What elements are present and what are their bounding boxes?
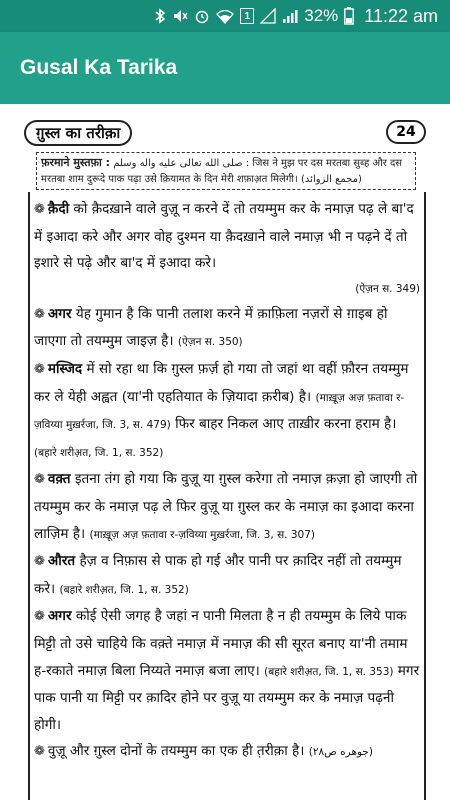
paragraph-lead: वक़्त [47, 471, 71, 488]
paragraph-ref: (جوهره ص٢٨) [308, 746, 374, 759]
intro-title: फ़रमाने मुस्तफ़ा : [41, 156, 111, 169]
paragraph-tail: मगर पाक पानी या मिट्टी पर क़ादिर होने पर वुज़ू या तयम्मुम कर के नमाज़ पढ़नी होगी। [34, 662, 420, 733]
paragraph-lead: मस्जिद [47, 360, 83, 377]
signal-empty-icon [260, 8, 276, 24]
flower-bullet-icon: ❁ [34, 306, 45, 322]
app-title: Gusal Ka Tarika [20, 56, 178, 79]
intro-ref: (مجمع الزوائد) [301, 174, 362, 185]
paragraph-lead: औरत [47, 553, 76, 570]
alarm-icon [194, 8, 210, 24]
battery-icon [344, 7, 354, 25]
intro-text: : जिस ने मुझ पर दस मरतबा सुब्ह और दस मरतबा शाम दुरूदे पाक पढ़ा उसे क़ियामत के दिन मेरी शफ़ाअ़त मिलेगी। [41, 158, 403, 185]
wifi-icon [216, 8, 234, 24]
intro-arabic: صلى الله تعالى عليه واله وسلم [113, 158, 243, 169]
book-page[interactable] [0, 104, 450, 800]
flower-bullet-icon: ❁ [34, 744, 45, 760]
paragraph-text: वुज़ू और ग़ुस्ल दोनों के तयम्मुम का एक ही त़रीक़ा है। [47, 743, 305, 760]
paragraph-ref: (ऐज़न स. 350) [177, 336, 243, 349]
paragraph-text: येह गुमान है कि पानी तलाश करने में क़ाफ़िला नज़रों से ग़ाइब हो जाएगा तो तयम्मुम जाइज़ है। [34, 305, 388, 350]
page-heading: ग़ुस्ल का तरीक़ा [24, 120, 132, 146]
paragraph-text: को क़ैदख़ाने वाले वुज़ू न करने दें तो तयम्मुम कर के नमाज़ पढ़ ले बा'द में इआदा करे और अगर वोह दुश्मन या क़ैदख़ाने वाले नमाज़ भी न पढ़ने दें तो इशारे से पढ़े और बा'द में इआदा करे। [34, 201, 414, 272]
app-bar [0, 32, 450, 104]
status-bar [0, 0, 450, 32]
paragraph-ref: (ऐज़न स. 349) [355, 282, 420, 295]
page-content [34, 196, 420, 766]
paragraph-text: में सो रहा था कि ग़ुस्ल फ़र्ज़ हो गया तो जहां था वहीं फ़ौरन तयम्मुम कर ले येही अह्वत (या'नी एहतियात के ज़ियादा क़रीब) है। [34, 360, 409, 405]
page-border-left [28, 192, 30, 800]
flower-bullet-icon: ❁ [34, 609, 45, 625]
bluetooth-icon [154, 8, 166, 24]
page-number: 24 [386, 120, 426, 144]
sim-1-icon: 1 [240, 8, 254, 24]
paragraph-same-method [34, 738, 420, 766]
paragraph-ref-2: (बहारे शरीअ़त, जि. 1, स. 352) [34, 446, 164, 459]
page-border-right [424, 192, 426, 800]
paragraph-no-water [34, 603, 420, 738]
signal-icon [282, 8, 298, 24]
paragraph-tail: फिर बाहर निकल आए ताख़ीर करना हराम है। [170, 416, 397, 433]
flower-bullet-icon: ❁ [34, 361, 45, 377]
mute-icon [172, 8, 188, 24]
flower-bullet-icon: ❁ [34, 554, 45, 570]
paragraph-lead: अगर [47, 608, 72, 625]
paragraph-mosque [34, 356, 420, 466]
paragraph-ref: (माख़ूज़ अज़ फ़तावा र-ज़विय्या मुख़र्रजा, जि. 3, स. 307) [89, 528, 315, 541]
paragraph-text: कोई ऐसी जगह है जहां न पानी मिलता है न ही तयम्मुम के लिये पाक मिट्टी तो उसे चाहिये कि वक़्ते नमाज़ में नमाज़ की सी सूरत बनाए या'नी तमाम ह-रकाते नमाज़ बिला निय्यते नमाज़ बजा लाए। [34, 608, 408, 679]
paragraph-ref: (बहारे शरीअ़त, जि. 1, स. 352) [59, 583, 189, 596]
paragraph-woman [34, 548, 420, 603]
paragraph-text: इतना तंग हो गया कि वुज़ू या ग़ुस्ल करेगा तो नमाज़ क़ज़ा हो जाएगी तो तयम्मुम कर के नमाज़ पढ़ ले फिर वुज़ू या ग़ुस्ल कर के नमाज़ का इआदा करना लाज़िम है। [34, 471, 418, 542]
battery-percent: 32% [304, 6, 339, 25]
paragraph-lead: अगर [47, 305, 72, 322]
paragraph-prisoner [34, 196, 420, 277]
intro-box [36, 152, 416, 190]
paragraph-lead: क़ैदी [47, 201, 70, 217]
status-time: 11:22 am [364, 5, 438, 26]
paragraph-text: हैज़ व निफ़ास से पाक हो गई और पानी पर क़ादिर नहीं तो तयम्मुम करे। [34, 553, 402, 597]
paragraph-ref: (बहारे शरीअ़त, जि. 1, स. 353) [264, 665, 394, 678]
paragraph-caravan [34, 301, 420, 356]
paragraph-ref: (माख़ूज़ अज़ फ़तावा र-ज़विय्या मुख़र्रजा, जि. 3, स. 479) [34, 391, 405, 432]
flower-bullet-icon: ❁ [34, 202, 45, 217]
paragraph-time [34, 466, 420, 548]
flower-bullet-icon: ❁ [34, 472, 45, 488]
